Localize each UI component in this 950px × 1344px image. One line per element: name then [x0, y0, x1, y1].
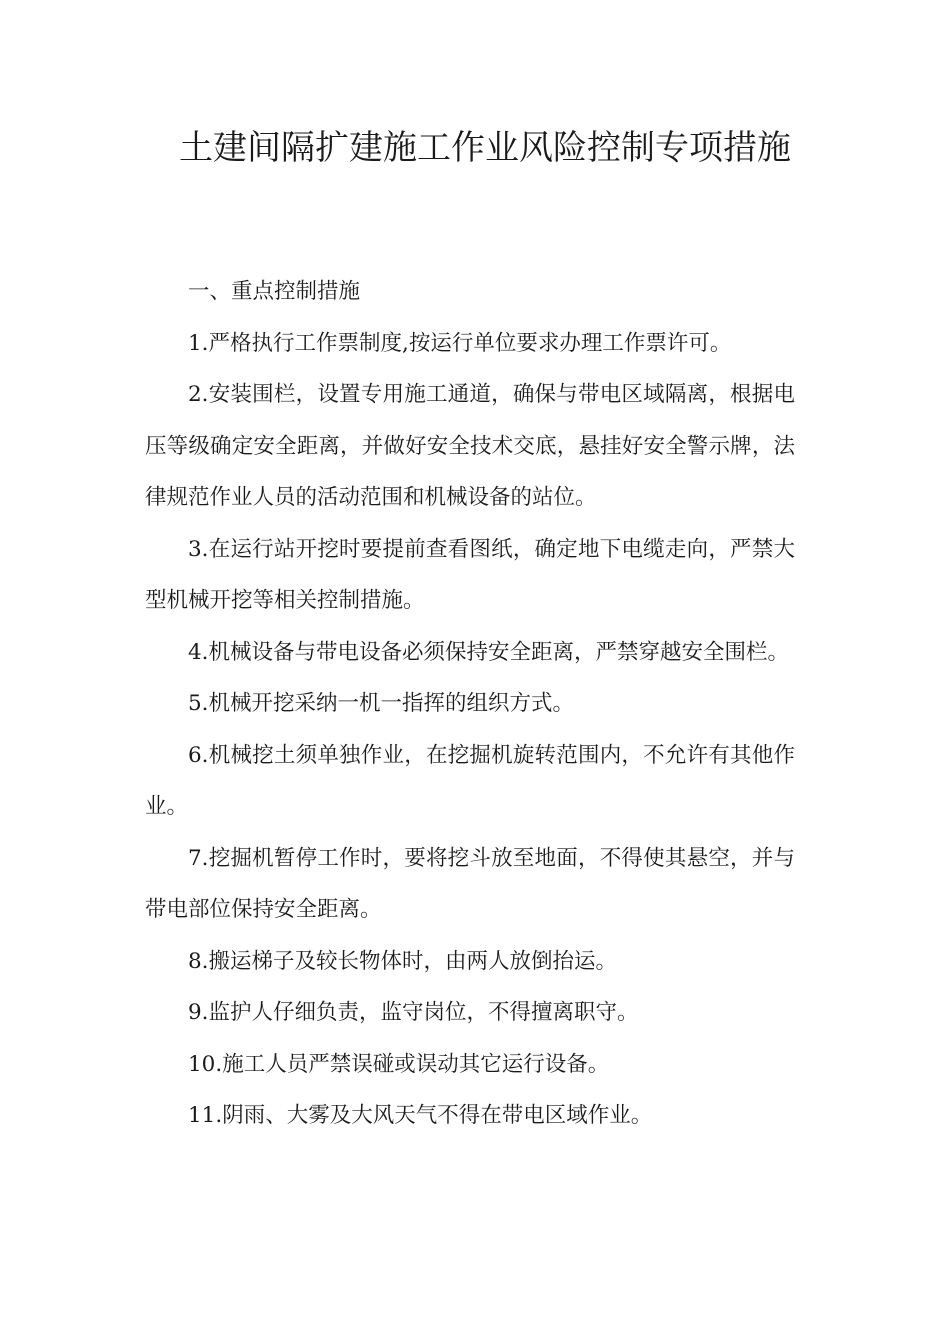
paragraph-item-5: 5.机械开挖采纳一机一指挥的组织方式。 [188, 691, 575, 716]
paragraph-item-9: 9.监护人仔细负责，监守岗位，不得擅离职守。 [188, 1000, 639, 1025]
paragraph-item-3: 3.在运行站开挖时要提前查看图纸，确定地下电缆走向，严禁大型机械开挖等相关控制措施。 [145, 536, 795, 613]
paragraph-item-8: 8.搬运梯子及较长物体时，由两人放倒抬运。 [188, 948, 618, 974]
document-title: 土建间隔扩建施工作业风险控制专项措施 [179, 128, 791, 168]
section-heading: 一、重点控制措施 [188, 279, 361, 304]
paragraph-item-11: 11.阴雨、大雾及大风天气不得在带电区域作业。 [188, 1103, 653, 1128]
paragraph-item-7: 7.挖掘机暂停工作时，要将挖斗放至地面，不得使其悬空，并与带电部位保持安全距离。 [145, 845, 795, 922]
paragraph-item-1: 1.严格执行工作票制度,按运行单位要求办理工作票许可。 [188, 330, 732, 356]
document-body [145, 266, 795, 1142]
paragraph-item-4: 4.机械设备与带电设备必须保持安全距离，严禁穿越安全围栏。 [188, 639, 790, 665]
paragraph-item-2: 2.安装围栏，设置专用施工通道，确保与带电区域隔离，根据电压等级确定安全距离，并做好安全技术交底，悬挂好安全警示牌，法律规范作业人员的活动范围和机械设备的站位。 [145, 382, 795, 510]
paragraph-item-6: 6.机械挖土须单独作业，在挖掘机旋转范围内，不允许有其他作业。 [145, 742, 795, 819]
paragraph-item-10: 10.施工人员严禁误碰或误动其它运行设备。 [188, 1051, 610, 1077]
